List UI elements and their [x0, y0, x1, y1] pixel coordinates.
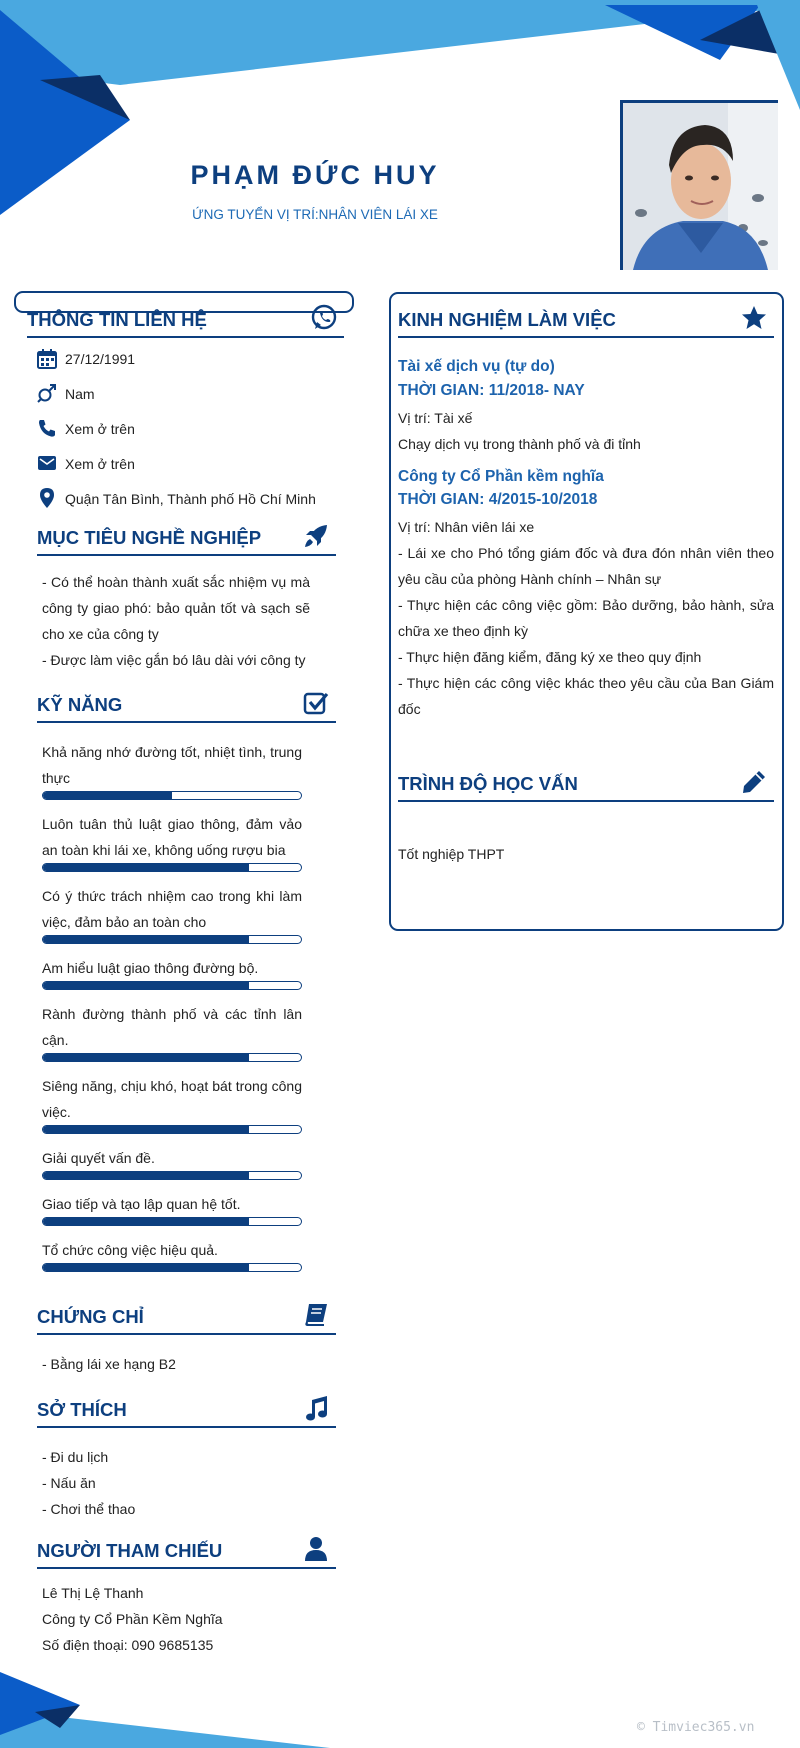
watermark: © Timviec365.vn [637, 1720, 755, 1735]
contact-email: Xem ở trên [65, 456, 135, 472]
contact-birthday: 27/12/1991 [65, 351, 136, 367]
skill-label: Siêng năng, chịu khó, hoạt bát trong công việc. [42, 1078, 302, 1120]
skill-label: Luôn tuân thủ luật giao thông, đảm vảo an toàn khi lái xe, không uống rượu bia [42, 816, 302, 858]
education-text: Tốt nghiệp THPT [398, 846, 505, 862]
contact-gender: Nam [65, 386, 95, 402]
job-detail-line: - Thực hiện các công việc khác theo yêu cầu của Ban Giám đốc [398, 675, 774, 717]
gender-icon [36, 382, 58, 404]
references-section-title: NGƯỜI THAM CHIẾU [37, 1540, 223, 1561]
skill-bar [42, 1171, 302, 1180]
user-icon [302, 1535, 330, 1563]
skill-label: Am hiểu luật giao thông đường bộ. [42, 960, 259, 976]
skill-bar-fill [43, 1054, 249, 1061]
skill-bar [42, 1217, 302, 1226]
contact-address: Quận Tân Bình, Thành phố Hồ Chí Minh [65, 491, 316, 507]
skill-bar-fill [43, 1172, 249, 1179]
education-section-header [398, 768, 774, 802]
profile-photo [620, 100, 778, 270]
contact-section-title: THÔNG TIN LIÊN HỆ [27, 309, 207, 330]
candidate-name: PHẠM ĐỨC HUY [190, 160, 440, 190]
hobbies-text [42, 1444, 310, 1522]
skill-label: Giao tiếp và tạo lập quan hệ tốt. [42, 1196, 241, 1212]
contact-section-header [27, 304, 344, 338]
references-text [42, 1580, 310, 1658]
objective-text [42, 569, 310, 673]
star-icon [740, 304, 768, 332]
hobby-line: - Nấu ăn [42, 1475, 96, 1491]
job-detail-line: Chạy dịch vụ trong thành phố và đi tỉnh [398, 436, 641, 452]
skill-label: Có ý thức trách nhiệm cao trong khi làm việc, đảm bảo an toàn cho [42, 888, 302, 930]
objective-section-title: MỤC TIÊU NGHỀ NGHIỆP [37, 527, 262, 548]
job-detail-line: - Thực hiện các công việc gồm: Bảo dưỡng, bảo hành, sửa chữa xe theo định kỳ [398, 597, 774, 639]
skill-bar [42, 1125, 302, 1134]
checkbox-icon [302, 689, 330, 717]
skill-bar-fill [43, 1264, 249, 1271]
music-note-icon [302, 1394, 330, 1422]
skills-section-title: KỸ NĂNG [37, 694, 123, 715]
job-detail-line: Vị trí: Nhân viên lái xe [398, 519, 535, 535]
hobby-line: - Đi du lịch [42, 1449, 109, 1465]
skill-label: Tổ chức công việc hiệu quả. [42, 1242, 218, 1258]
map-marker-icon [36, 487, 58, 509]
calendar-icon [36, 348, 58, 370]
job-company: Công ty Cổ Phần kềm nghĩa [398, 468, 604, 485]
envelope-icon [36, 452, 58, 474]
skill-bar [42, 1263, 302, 1272]
job-details [398, 514, 774, 722]
experience-section-title: KINH NGHIỆM LÀM VIỆC [398, 309, 616, 330]
job-detail-line: - Thực hiện đăng kiểm, đăng ký xe theo quy định [398, 649, 702, 665]
reference-line: Số điện thoại: 090 9685135 [42, 1637, 214, 1653]
job-company: Tài xế dịch vụ (tự do) [398, 358, 555, 375]
references-section-header [37, 1535, 336, 1569]
objective-line: - Được làm việc gắn bó lâu dài với công ty [42, 652, 306, 668]
certificates-text [42, 1351, 310, 1377]
top-right-sky-shard [755, 0, 800, 110]
hobbies-section-title: SỞ THÍCH [37, 1399, 127, 1420]
skill-bar [42, 1053, 302, 1062]
job-details [398, 405, 774, 457]
skill-label: Rành đường thành phố và các tỉnh lân cận. [42, 1006, 302, 1048]
avatar-illustration [623, 103, 778, 270]
skill-bar-fill [43, 864, 249, 871]
skill-label: Giải quyết vấn đề. [42, 1150, 155, 1166]
skill-bar [42, 935, 302, 944]
certificate-line: - Bằng lái xe hạng B2 [42, 1356, 176, 1372]
applied-position: ỨNG TUYỂN VỊ TRÍ:NHÂN VIÊN LÁI XE [192, 207, 438, 222]
skill-bar [42, 863, 302, 872]
job-detail-line: - Lái xe cho Phó tổng giám đốc và đưa đón nhân viên theo yêu cầu của phòng Hành chính – Nhân sự [398, 545, 774, 587]
skill-label: Khả năng nhớ đường tốt, nhiệt tình, trung thực [42, 744, 302, 786]
job-detail-line: Vị trí: Tài xế [398, 410, 473, 426]
reference-line: Công ty Cổ Phần Kềm Nghĩa [42, 1611, 223, 1627]
hobbies-section-header [37, 1394, 336, 1428]
experience-section-header [398, 304, 774, 338]
phone-icon [36, 417, 58, 439]
objective-section-header [37, 522, 336, 556]
hobby-line: - Chơi thể thao [42, 1501, 136, 1517]
skill-bar-fill [43, 792, 172, 799]
pencil-icon [740, 768, 768, 796]
skill-bar-fill [43, 1218, 249, 1225]
skills-section-header [37, 689, 336, 723]
education-section-title: TRÌNH ĐỘ HỌC VẤN [398, 773, 578, 794]
skill-bar [42, 981, 302, 990]
certificates-section-title: CHỨNG CHỈ [37, 1306, 144, 1327]
contact-phone: Xem ở trên [65, 421, 135, 437]
certificates-section-header [37, 1301, 336, 1335]
skill-bar-fill [43, 1126, 249, 1133]
skill-bar [42, 791, 302, 800]
skill-bar-fill [43, 936, 249, 943]
job-time: THỜI GIAN: 11/2018- NAY [398, 382, 585, 399]
book-icon [302, 1301, 330, 1329]
skill-bar-fill [43, 982, 249, 989]
whatsapp-icon [310, 304, 338, 332]
objective-line: - Có thể hoàn thành xuất sắc nhiệm vụ mà công ty giao phó: bảo quản tốt và sạch sẽ cho xe của công ty [42, 574, 310, 642]
reference-line: Lê Thị Lệ Thanh [42, 1585, 144, 1601]
job-time: THỜI GIAN: 4/2015-10/2018 [398, 491, 598, 508]
rocket-icon [302, 522, 330, 550]
